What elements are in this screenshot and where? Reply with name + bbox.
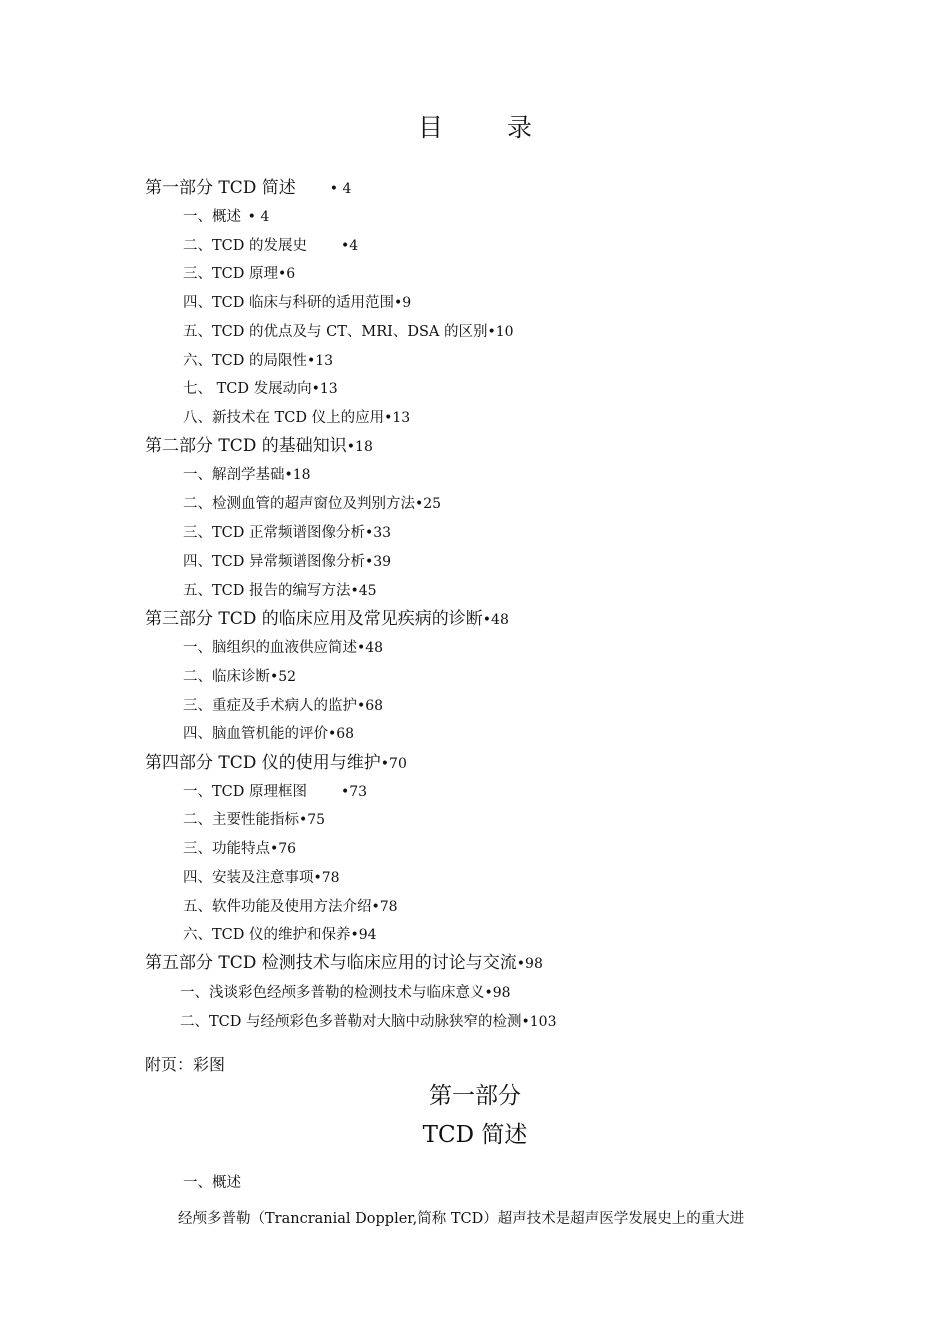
toc-entry-label: 四、安装及注意事项 xyxy=(183,870,314,886)
toc-page-number: •68 xyxy=(328,726,355,742)
toc-page-number: •73 xyxy=(341,784,368,800)
toc-section-entry[interactable] xyxy=(183,291,411,312)
toc-entry-label: 一、TCD 原理框图 xyxy=(183,784,307,800)
toc-page-number: •98 xyxy=(484,985,511,1001)
toc-page-number: •78 xyxy=(371,899,398,915)
toc-section-entry[interactable] xyxy=(183,694,383,715)
toc-part-entry[interactable] xyxy=(145,604,509,629)
toc-part-entry[interactable] xyxy=(145,173,351,198)
toc-entry-label: 四、TCD 异常频谱图像分析 xyxy=(183,554,365,570)
toc-entry-label: 第五部分 TCD 检测技术与临床应用的讨论与交流 xyxy=(145,953,517,973)
toc-entry-label: 五、软件功能及使用方法介绍 xyxy=(183,899,372,915)
toc-entry-label: 二、TCD 与经颅彩色多普勒对大脑中动脉狭窄的检测 xyxy=(180,1014,522,1030)
toc-part-entry[interactable] xyxy=(145,431,373,456)
toc-page-number: • 4 xyxy=(247,209,270,225)
toc-page-number: •98 xyxy=(516,956,543,972)
toc-section-entry[interactable] xyxy=(183,234,358,255)
toc-entry-label: 六、TCD 仪的维护和保养 xyxy=(183,927,351,943)
toc-page-number: •9 xyxy=(394,295,412,311)
toc-entry-label: 一、解剖学基础 xyxy=(183,467,285,483)
toc-entry-label: 一、浅谈彩色经颅多普勒的检测技术与临床意义 xyxy=(180,985,485,1001)
toc-page-number: •13 xyxy=(307,353,334,369)
toc-entry-label: 二、临床诊断 xyxy=(183,669,270,685)
toc-entry-label: 第三部分 TCD 的临床应用及常见疾病的诊断 xyxy=(145,609,483,629)
toc-page-number: •52 xyxy=(270,669,297,685)
toc-page-number: •13 xyxy=(311,381,338,397)
toc-entry-label: 第四部分 TCD 仪的使用与维护 xyxy=(145,753,381,773)
toc-entry-label: 四、脑血管机能的评价 xyxy=(183,726,328,742)
toc-section-entry[interactable] xyxy=(183,636,383,657)
toc-page-number: •18 xyxy=(346,439,373,455)
toc-page-number: • 4 xyxy=(329,181,352,197)
toc-entry-label: 六、TCD 的局限性 xyxy=(183,353,307,369)
toc-page-number: •25 xyxy=(415,496,442,512)
toc-page-number: •39 xyxy=(365,554,392,570)
toc-page-number: •75 xyxy=(299,812,326,828)
body-paragraph: 经颅多普勒（Trancranial Doppler,简称 TCD）超声技术是超声医学发展史上的重大进 xyxy=(178,1211,745,1227)
toc-section-entry[interactable] xyxy=(183,866,340,887)
toc-page-number: •70 xyxy=(380,756,407,772)
toc-section-entry[interactable] xyxy=(183,895,398,916)
toc-section-entry[interactable] xyxy=(180,1010,556,1031)
toc-entry-label: 三、TCD 原理 xyxy=(183,266,279,282)
toc-section-entry[interactable] xyxy=(183,521,391,542)
toc-page-number: •48 xyxy=(482,612,509,628)
toc-section-entry[interactable] xyxy=(180,981,511,1002)
toc-page-number: •103 xyxy=(521,1014,557,1030)
toc-section-entry[interactable] xyxy=(183,463,311,484)
toc-page-number: •76 xyxy=(270,841,297,857)
toc-page-number: •68 xyxy=(357,698,384,714)
toc-section-entry[interactable] xyxy=(183,550,391,571)
toc-entry-label: 七、 TCD 发展动向 xyxy=(183,381,312,397)
toc-page-number: •78 xyxy=(313,870,340,886)
part-heading: 第一部分 xyxy=(429,1083,521,1109)
toc-entry-label: 三、重症及手术病人的监护 xyxy=(183,698,357,714)
toc-section-entry[interactable] xyxy=(183,349,333,370)
toc-page-number: •45 xyxy=(350,583,377,599)
toc-section-entry[interactable] xyxy=(183,923,377,944)
toc-entry-label: 二、检测血管的超声窗位及判别方法 xyxy=(183,496,415,512)
toc-page-number: •6 xyxy=(278,266,296,282)
toc-section-entry[interactable] xyxy=(183,780,367,801)
toc-section-entry[interactable] xyxy=(183,406,410,427)
toc-entry-label: 三、TCD 正常频谱图像分析 xyxy=(183,525,365,541)
toc-entry-label: 四、TCD 临床与科研的适用范围 xyxy=(183,295,394,311)
appendix-line: 附页：彩图 xyxy=(145,1055,226,1074)
toc-section-entry[interactable] xyxy=(183,320,514,341)
toc-page-number: •94 xyxy=(350,927,377,943)
toc-section-entry[interactable] xyxy=(183,837,296,858)
toc-page-number: •48 xyxy=(357,640,384,656)
toc-section-entry[interactable] xyxy=(183,665,296,686)
toc-page-number: •4 xyxy=(341,238,359,254)
toc-entry-label: 二、主要性能指标 xyxy=(183,812,299,828)
part-title: TCD 简述 xyxy=(422,1122,528,1148)
toc-part-entry[interactable] xyxy=(145,948,543,973)
toc-section-entry[interactable] xyxy=(183,492,441,513)
toc-entry-label: 第一部分 TCD 简述 xyxy=(145,178,296,198)
toc-page-number: •10 xyxy=(487,324,514,340)
toc-entry-label: 五、TCD 的优点及与 CT、MRI、DSA 的区别 xyxy=(183,324,488,340)
toc-entry-label: 八、新技术在 TCD 仪上的应用 xyxy=(183,410,385,426)
toc-entry-label: 二、TCD 的发展史 xyxy=(183,238,307,254)
toc-page-number: •18 xyxy=(284,467,311,483)
toc-section-entry[interactable] xyxy=(183,808,325,829)
toc-part-entry[interactable] xyxy=(145,748,407,773)
toc-entry-label: 一、概述 xyxy=(183,209,246,225)
toc-page-number: •33 xyxy=(365,525,392,541)
toc-section-entry[interactable] xyxy=(183,377,338,398)
toc-entry-label: 第二部分 TCD 的基础知识 xyxy=(145,436,347,456)
toc-section-entry[interactable] xyxy=(183,579,377,600)
toc-section-entry[interactable] xyxy=(183,205,269,226)
toc-title: 目 录 xyxy=(418,113,560,142)
toc-section-entry[interactable] xyxy=(183,262,295,283)
toc-entry-label: 一、脑组织的血液供应简述 xyxy=(183,640,357,656)
toc-entry-label: 五、TCD 报告的编写方法 xyxy=(183,583,351,599)
toc-entry-label: 三、功能特点 xyxy=(183,841,270,857)
section-heading: 一、概述 xyxy=(183,1175,241,1191)
toc-page-number: •13 xyxy=(384,410,411,426)
toc-section-entry[interactable] xyxy=(183,722,354,743)
